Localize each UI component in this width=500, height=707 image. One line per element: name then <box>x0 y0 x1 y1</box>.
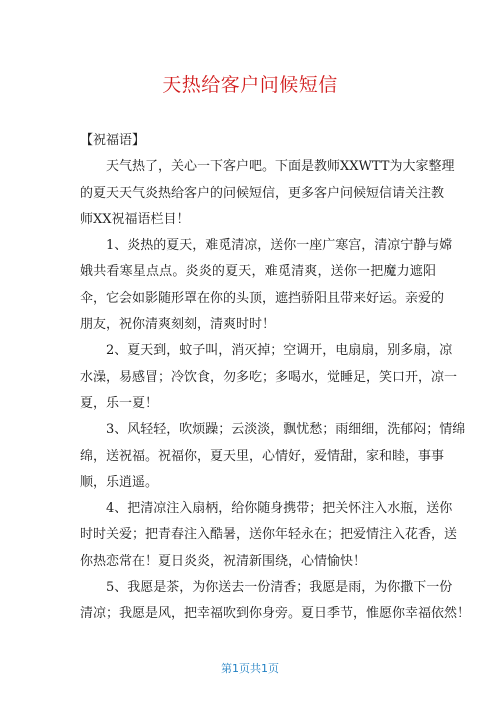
page-indicator: 第1页共1页 <box>221 662 279 675</box>
document-title: 天热给客户问候短信 <box>162 74 338 96</box>
paragraph-line: 4、把清凉注入扇柄，给你随身携带；把关怀注入水瓶，送你 <box>106 501 453 517</box>
paragraph-line: 时时关爱；把青春注入酷暑，送你年轻永在；把爱情注入花香，送 <box>80 527 458 543</box>
section-label: 【祝福语】 <box>80 133 146 148</box>
document-body <box>80 128 471 628</box>
paragraph-line: 你热恋常在！夏日炎炎，祝清新围绕，心情愉快！ <box>80 553 367 569</box>
paragraph-line: 朋友，祝你清爽刻刻，清爽时时！ <box>80 317 276 333</box>
paragraph-line: 师XX祝福语栏目！ <box>80 211 190 227</box>
paragraph-line: 1、炎热的夏天，难觅清凉，送你一座广寒宫，清凉宁静与嫦 <box>106 238 453 254</box>
paragraph-line: 3、风轻轻，吹烦躁；云淡淡，飘忧愁；雨细细，洗郁闷；情绵 <box>106 422 466 438</box>
paragraph-line: 绵，送祝福。祝福你，夏天里，心情好，爱情甜，家和睦，事事 <box>80 448 445 464</box>
paragraph-line: 娥共看寒星点点。炎炎的夏天，难觅清爽，送你一把魔力遮阳 <box>80 264 436 280</box>
paragraph-line: 水澡，易感冒；冷饮食，勿多吃；多喝水，觉睡足，笑口开，凉一 <box>80 369 458 385</box>
paragraph-line: 清凉；我愿是风，把幸福吹到你身旁。夏日季节，惟愿你幸福依然！ <box>80 606 471 622</box>
paragraph-line: 伞，它会如影随形罩在你的头顶，遮挡骄阳且带来好运。亲爱的 <box>80 290 445 306</box>
paragraph-line: 顺，乐逍遥。 <box>80 474 159 490</box>
paragraph-line: 天气热了，关心一下客户吧。下面是教师XXWTT为大家整理 <box>106 159 455 175</box>
paragraph-line: 2、夏天到，蚊子叫，消灭掉；空调开，电扇扇，别多扇，凉 <box>106 343 453 359</box>
paragraph-line: 的夏天天气炎热给客户的问候短信，更多客户问候短信请关注教 <box>80 185 445 201</box>
paragraph-line: 夏，乐一夏！ <box>80 395 159 411</box>
paragraph-line: 5、我愿是茶，为你送去一份清香；我愿是雨，为你撒下一份 <box>106 580 453 596</box>
